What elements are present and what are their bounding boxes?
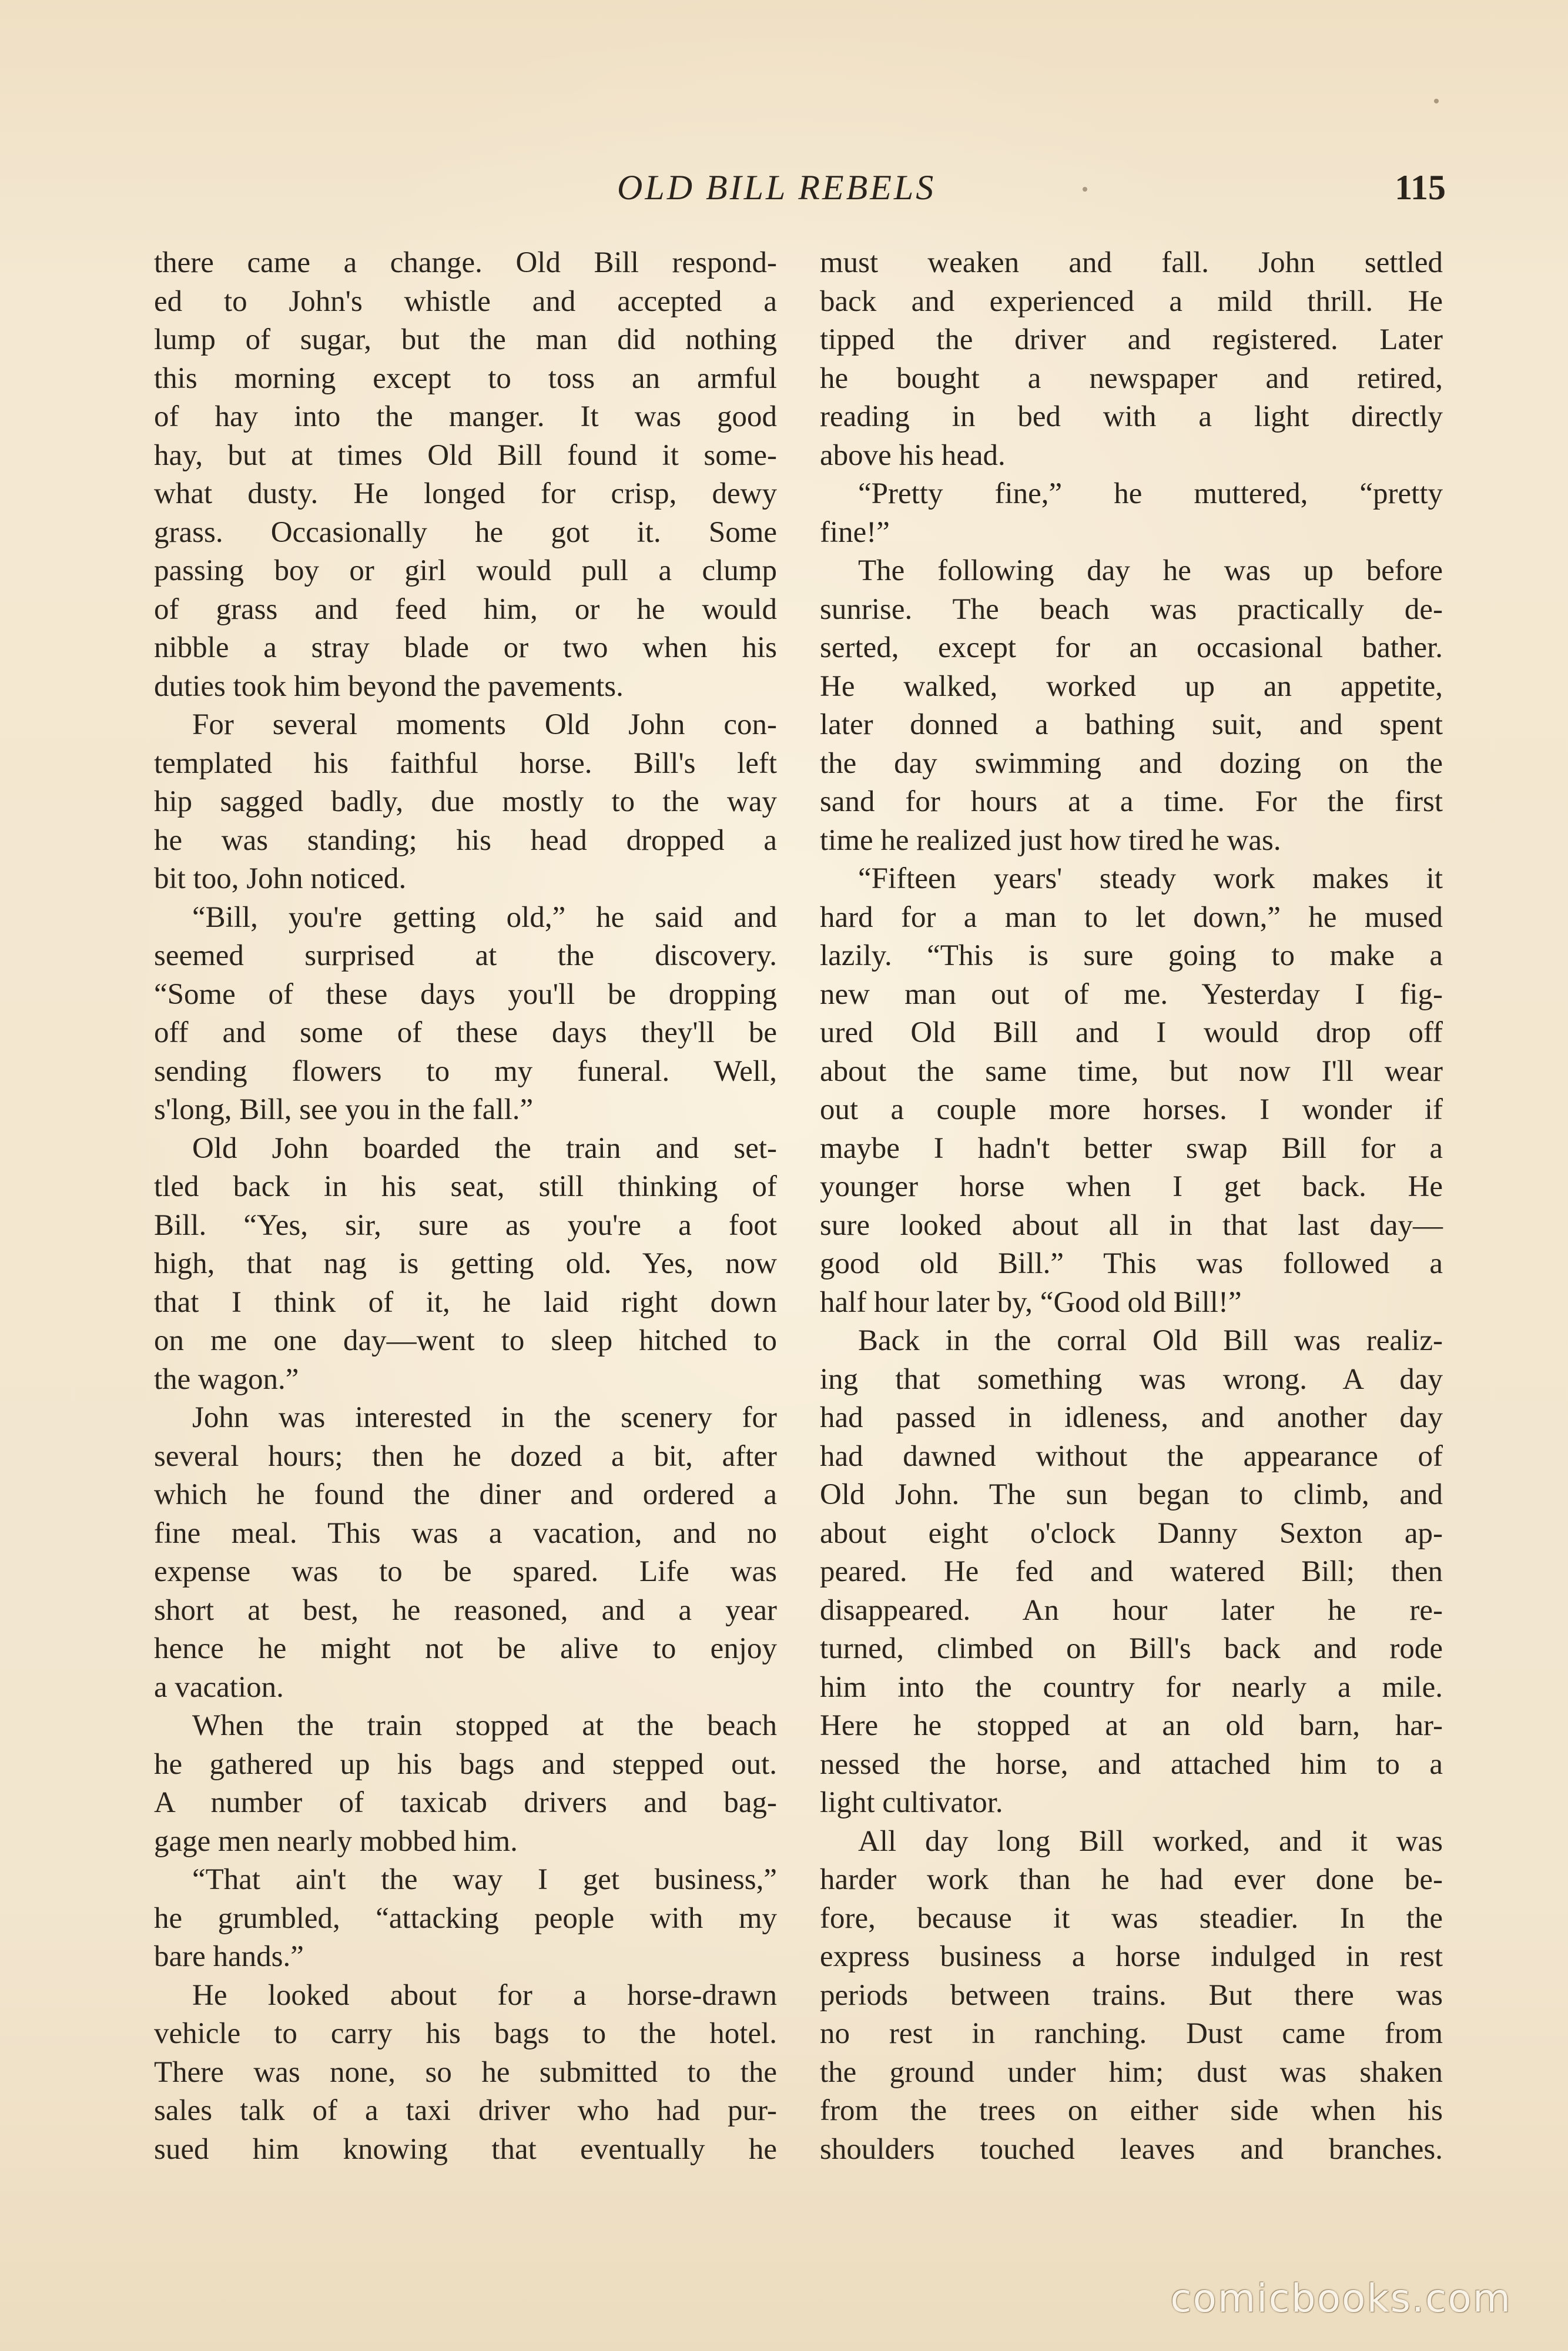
- text-line: duties took him beyond the pavements.: [154, 669, 624, 703]
- text-line: maybe I hadn't better swap Bill for a: [820, 1131, 1443, 1165]
- text-line: disappeared. An hour later he re-: [820, 1593, 1443, 1627]
- text-line: gage men nearly mobbed him.: [154, 1824, 518, 1858]
- text-line: vehicle to carry his bags to the hotel.: [154, 2017, 777, 2050]
- text-line: “Some of these days you'll be dropping: [154, 977, 777, 1011]
- text-line: of hay into the manger. It was good: [154, 400, 777, 433]
- text-line: fore, because it was steadier. In the: [820, 1901, 1443, 1935]
- running-header: [153, 168, 1446, 215]
- paper-speck: [1083, 187, 1087, 192]
- text-line: high, that nag is getting old. Yes, now: [154, 1247, 777, 1280]
- text-line: reading in bed with a light directly: [820, 400, 1443, 433]
- text-line: turned, climbed on Bill's back and rode: [820, 1632, 1443, 1665]
- text-line: out a couple more horses. I wonder if: [820, 1093, 1443, 1126]
- text-line: sand for hours at a time. For the first: [820, 785, 1443, 818]
- text-line: Old John boarded the train and set-: [192, 1131, 777, 1165]
- text-line: A number of taxicab drivers and bag-: [154, 1786, 777, 1819]
- text-line: hence he might not be alive to enjoy: [154, 1632, 777, 1665]
- text-line: fine!”: [820, 515, 890, 549]
- text-line: had dawned without the appearance of: [820, 1439, 1443, 1473]
- watermark-text: comicbooks.com: [1170, 2276, 1512, 2321]
- text-line: which he found the diner and ordered a: [154, 1478, 777, 1511]
- text-line: lump of sugar, but the man did nothing: [154, 323, 777, 356]
- running-title: OLD BILL REBELS: [617, 168, 936, 207]
- text-line: harder work than he had ever done be-: [820, 1863, 1443, 1896]
- text-line: hay, but at times Old Bill found it some-: [154, 438, 777, 472]
- text-line: templated his faithful horse. Bill's left: [154, 746, 777, 780]
- text-line: There was none, so he submitted to the: [154, 2055, 777, 2089]
- text-line: several hours; then he dozed a bit, after: [154, 1439, 777, 1473]
- text-line: s'long, Bill, see you in the fall.”: [154, 1093, 534, 1126]
- text-line: bit too, John noticed.: [154, 862, 407, 895]
- text-line: there came a change. Old Bill respond-: [154, 246, 777, 279]
- text-line: must weaken and fall. John settled: [820, 246, 1443, 279]
- text-line: sunrise. The beach was practically de-: [820, 592, 1443, 626]
- text-line: the day swimming and dozing on the: [820, 746, 1443, 780]
- text-line: sales talk of a taxi driver who had pur-: [154, 2094, 777, 2127]
- text-line: He walked, worked up an appetite,: [820, 669, 1443, 703]
- text-line: ed to John's whistle and accepted a: [154, 284, 777, 318]
- text-line: no rest in ranching. Dust came from: [820, 2017, 1443, 2050]
- text-line: passing boy or girl would pull a clump: [154, 554, 777, 587]
- text-line: ing that something was wrong. A day: [820, 1362, 1443, 1396]
- paper-speck: [1434, 99, 1439, 103]
- text-line: expense was to be spared. Life was: [154, 1555, 777, 1588]
- text-line: Here he stopped at an old barn, har-: [820, 1709, 1443, 1742]
- text-line: “Fifteen years' steady work makes it: [858, 862, 1443, 895]
- page-number: 115: [1395, 168, 1446, 207]
- text-line: Back in the corral Old Bill was realiz-: [858, 1324, 1443, 1357]
- text-line: he gathered up his bags and stepped out.: [154, 1747, 777, 1781]
- text-line: hard for a man to let down,” he mused: [820, 900, 1443, 934]
- text-line: he bought a newspaper and retired,: [820, 361, 1443, 395]
- text-line: what dusty. He longed for crisp, dewy: [154, 477, 777, 510]
- text-line: tled back in his seat, still thinking of: [154, 1170, 777, 1203]
- text-line: When the train stopped at the beach: [192, 1709, 777, 1742]
- text-line: sure looked about all in that last day—: [820, 1208, 1443, 1242]
- text-line: of grass and feed him, or he would: [154, 592, 777, 626]
- text-line: had passed in idleness, and another day: [820, 1401, 1443, 1434]
- text-line: a vacation.: [154, 1670, 284, 1704]
- text-line: sued him knowing that eventually he: [154, 2132, 777, 2166]
- text-line: “Bill, you're getting old,” he said and: [192, 900, 777, 934]
- text-line: He looked about for a horse-drawn: [192, 1978, 777, 2012]
- text-line: about eight o'clock Danny Sexton ap-: [820, 1516, 1443, 1550]
- text-line: periods between trains. But there was: [820, 1978, 1443, 2012]
- text-line: time he realized just how tired he was.: [820, 823, 1281, 857]
- text-line: “That ain't the way I get business,”: [192, 1863, 777, 1896]
- text-line: from the trees on either side when his: [820, 2094, 1443, 2127]
- text-line: tipped the driver and registered. Later: [820, 323, 1443, 356]
- text-line: bare hands.”: [154, 1940, 304, 1973]
- text-line: this morning except to toss an armful: [154, 361, 777, 395]
- text-line: For several moments Old John con-: [192, 708, 777, 741]
- text-line: the ground under him; dust was shaken: [820, 2055, 1443, 2089]
- text-line: the wagon.”: [154, 1362, 299, 1396]
- text-line: sending flowers to my funeral. Well,: [154, 1054, 777, 1088]
- text-line: peared. He fed and watered Bill; then: [820, 1555, 1443, 1588]
- text-line: Old John. The sun began to climb, and: [820, 1478, 1443, 1511]
- text-line: on me one day—went to sleep hitched to: [154, 1324, 777, 1357]
- right-text-column: [820, 244, 1443, 2169]
- left-text-column: [154, 244, 777, 2169]
- text-line: grass. Occasionally he got it. Some: [154, 515, 777, 549]
- text-line: younger horse when I get back. He: [820, 1170, 1443, 1203]
- text-line: he grumbled, “attacking people with my: [154, 1901, 777, 1935]
- text-line: good old Bill.” This was followed a: [820, 1247, 1443, 1280]
- text-line: off and some of these days they'll be: [154, 1016, 777, 1049]
- text-line: ured Old Bill and I would drop off: [820, 1016, 1443, 1049]
- text-line: back and experienced a mild thrill. He: [820, 284, 1443, 318]
- text-line: All day long Bill worked, and it was: [858, 1824, 1443, 1858]
- text-line: hip sagged badly, due mostly to the way: [154, 785, 777, 818]
- text-line: he was standing; his head dropped a: [154, 823, 777, 857]
- text-line: John was interested in the scenery for: [192, 1401, 777, 1434]
- text-line: that I think of it, he laid right down: [154, 1285, 777, 1319]
- text-line: new man out of me. Yesterday I fig-: [820, 977, 1443, 1011]
- text-line: The following day he was up before: [858, 554, 1443, 587]
- text-line: him into the country for nearly a mile.: [820, 1670, 1443, 1704]
- text-line: nessed the horse, and attached him to a: [820, 1747, 1443, 1781]
- text-line: Bill. “Yes, sir, sure as you're a foot: [154, 1208, 777, 1242]
- text-line: seemed surprised at the discovery.: [154, 939, 777, 972]
- text-line: express business a horse indulged in rest: [820, 1940, 1443, 1973]
- text-line: half hour later by, “Good old Bill!”: [820, 1285, 1242, 1319]
- text-line: serted, except for an occasional bather.: [820, 631, 1443, 664]
- text-line: light cultivator.: [820, 1786, 1003, 1819]
- text-line: nibble a stray blade or two when his: [154, 631, 777, 664]
- text-line: “Pretty fine,” he muttered, “pretty: [858, 477, 1443, 510]
- text-line: fine meal. This was a vacation, and no: [154, 1516, 777, 1550]
- text-line: about the same time, but now I'll wear: [820, 1054, 1443, 1088]
- text-line: short at best, he reasoned, and a year: [154, 1593, 777, 1627]
- text-line: above his head.: [820, 438, 1006, 472]
- text-line: later donned a bathing suit, and spent: [820, 708, 1443, 741]
- text-line: shoulders touched leaves and branches.: [820, 2132, 1443, 2166]
- text-line: lazily. “This is sure going to make a: [820, 939, 1443, 972]
